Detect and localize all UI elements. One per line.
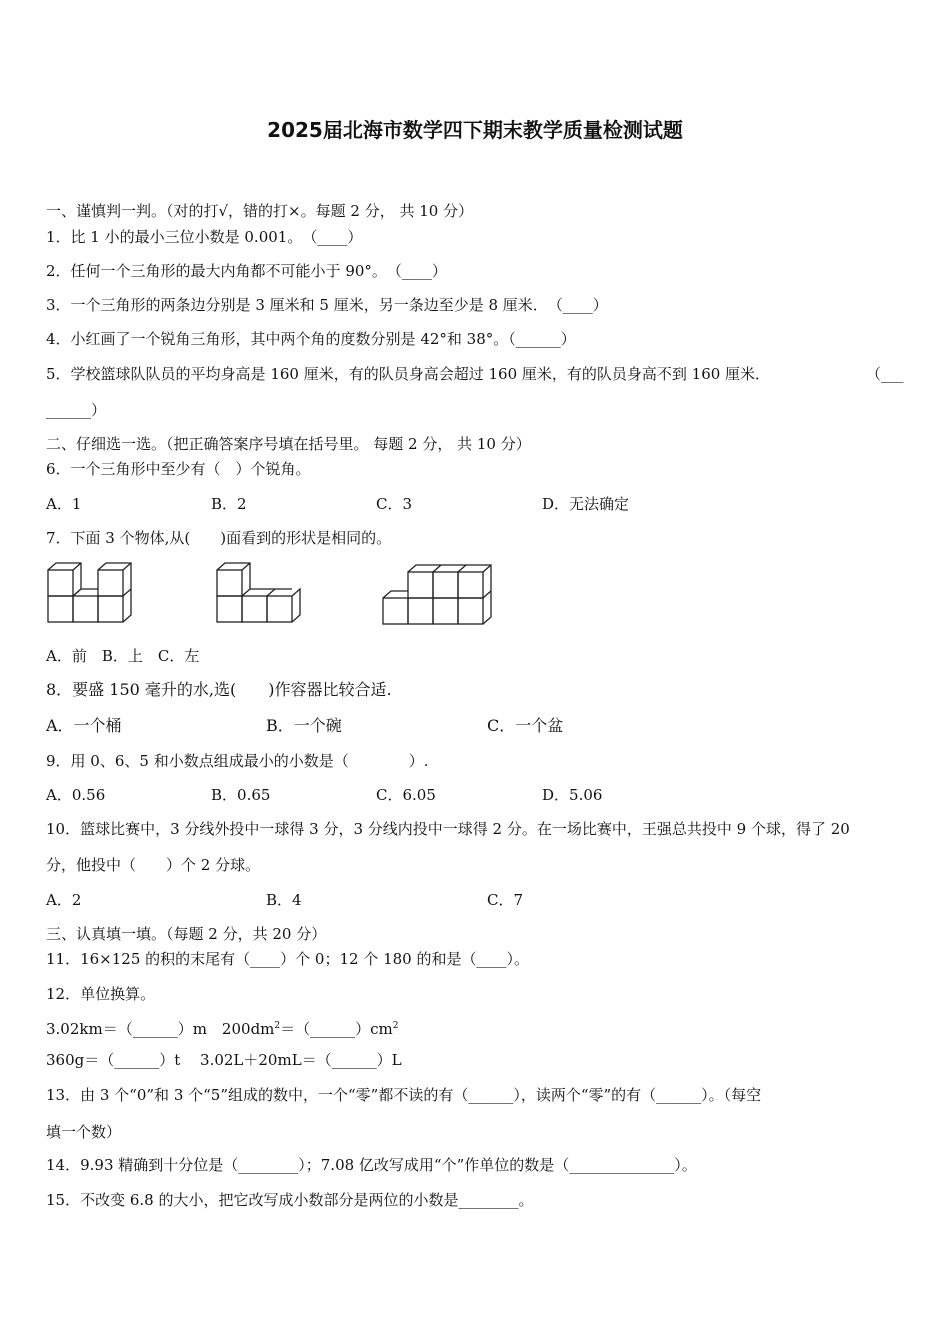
- cube-figure-3: [381, 560, 497, 628]
- q6-option-d: D．无法确定: [542, 495, 630, 513]
- question-5-blank: （___: [866, 365, 904, 383]
- question-6: 6．一个三角形中至少有（ ）个锐角。: [46, 460, 311, 478]
- question-12: 12．单位换算。: [46, 985, 156, 1003]
- question-10-cont: 分，他投中（ ）个 2 分球。: [46, 856, 261, 874]
- q9-option-a: A．0.56: [46, 786, 106, 804]
- question-12-line-1: 3.02km＝（______）m $200dm^2=(\_\_\_\_\_\_)cm^2$: [46, 1020, 399, 1038]
- q6-option-b: B．2: [211, 495, 247, 513]
- q7-options: A．前 B．上 C．左: [46, 647, 200, 665]
- q8-option-a: A．一个桶: [46, 716, 122, 735]
- section-2-heading: 二、仔细选一选。（把正确答案序号填在括号里。 每题 2 分， 共 10 分）: [46, 435, 531, 453]
- cube-figure-2: [215, 560, 307, 626]
- page-title: 2025届北海市数学四下期末教学质量检测试题: [267, 118, 683, 142]
- q9-option-d: D．5.06: [542, 786, 603, 804]
- question-9: 9．用 0、6、5 和小数点组成最小的小数是（ ）.: [46, 752, 429, 770]
- question-1: 1．比 1 小的最小三位小数是 0.001。 （____）: [46, 228, 363, 246]
- q10-option-b: B．4: [266, 891, 302, 909]
- question-5: 5．学校篮球队队员的平均身高是 160 厘米，有的队员身高会超过 160 厘米，有的队员身高不到 160 厘米．: [46, 365, 771, 383]
- question-11: 11．16×125 的积的末尾有（____）个 0；12 个 180 的和是（____）。: [46, 950, 529, 968]
- q9-option-c: C．6.05: [376, 786, 436, 804]
- section-3-heading: 三、认真填一填。（每题 2 分，共 20 分）: [46, 925, 327, 943]
- q6-option-c: C．3: [376, 495, 413, 513]
- q8-option-b: B．一个碗: [266, 716, 342, 735]
- question-10: 10．篮球比赛中，3 分线外投中一球得 3 分，3 分线内投中一球得 2 分。在一场比赛中，王强总共投中 9 个球，得了 20: [46, 820, 850, 838]
- q10-option-c: C．7: [487, 891, 524, 909]
- q10-option-a: A．2: [46, 891, 82, 909]
- cube-figure-1: [46, 560, 136, 626]
- section-1-heading: 一、谨慎判一判。（对的打√，错的打×。每题 2 分， 共 10 分）: [46, 202, 474, 220]
- q8-option-c: C．一个盆: [487, 716, 564, 735]
- question-4: 4．小红画了一个锐角三角形，其中两个角的度数分别是 42°和 38°。（______）: [46, 330, 576, 348]
- q9-option-b: B．0.65: [211, 786, 271, 804]
- question-8: 8．要盛 150 毫升的水,选( )作容器比较合适.: [46, 680, 392, 699]
- question-7: 7．下面 3 个物体,从( )面看到的形状是相同的。: [46, 529, 392, 547]
- question-14: 14．9.93 精确到十分位是（________）；7.08 亿改写成用“个”作单位的数是（______________）。: [46, 1156, 697, 1174]
- question-5-blank-end: ______）: [46, 401, 107, 419]
- question-15: 15．不改变 6.8 的大小，把它改写成小数部分是两位的小数是________。: [46, 1191, 534, 1209]
- question-13: 13．由 3 个“0”和 3 个“5”组成的数中，一个“零”都不读的有（______），读两个“零”的有（______）。（每空: [46, 1086, 762, 1104]
- question-2: 2．任何一个三角形的最大内角都不可能小于 90°。 （____）: [46, 262, 447, 280]
- question-13-cont: 填一个数）: [46, 1123, 122, 1141]
- question-3: 3．一个三角形的两条边分别是 3 厘米和 5 厘米，另一条边至少是 8 厘米． （____）: [46, 296, 608, 314]
- question-12-line-2: 360g＝（______）t 3.02L＋20mL＝（______）L: [46, 1051, 402, 1069]
- q6-option-a: A．1: [46, 495, 82, 513]
